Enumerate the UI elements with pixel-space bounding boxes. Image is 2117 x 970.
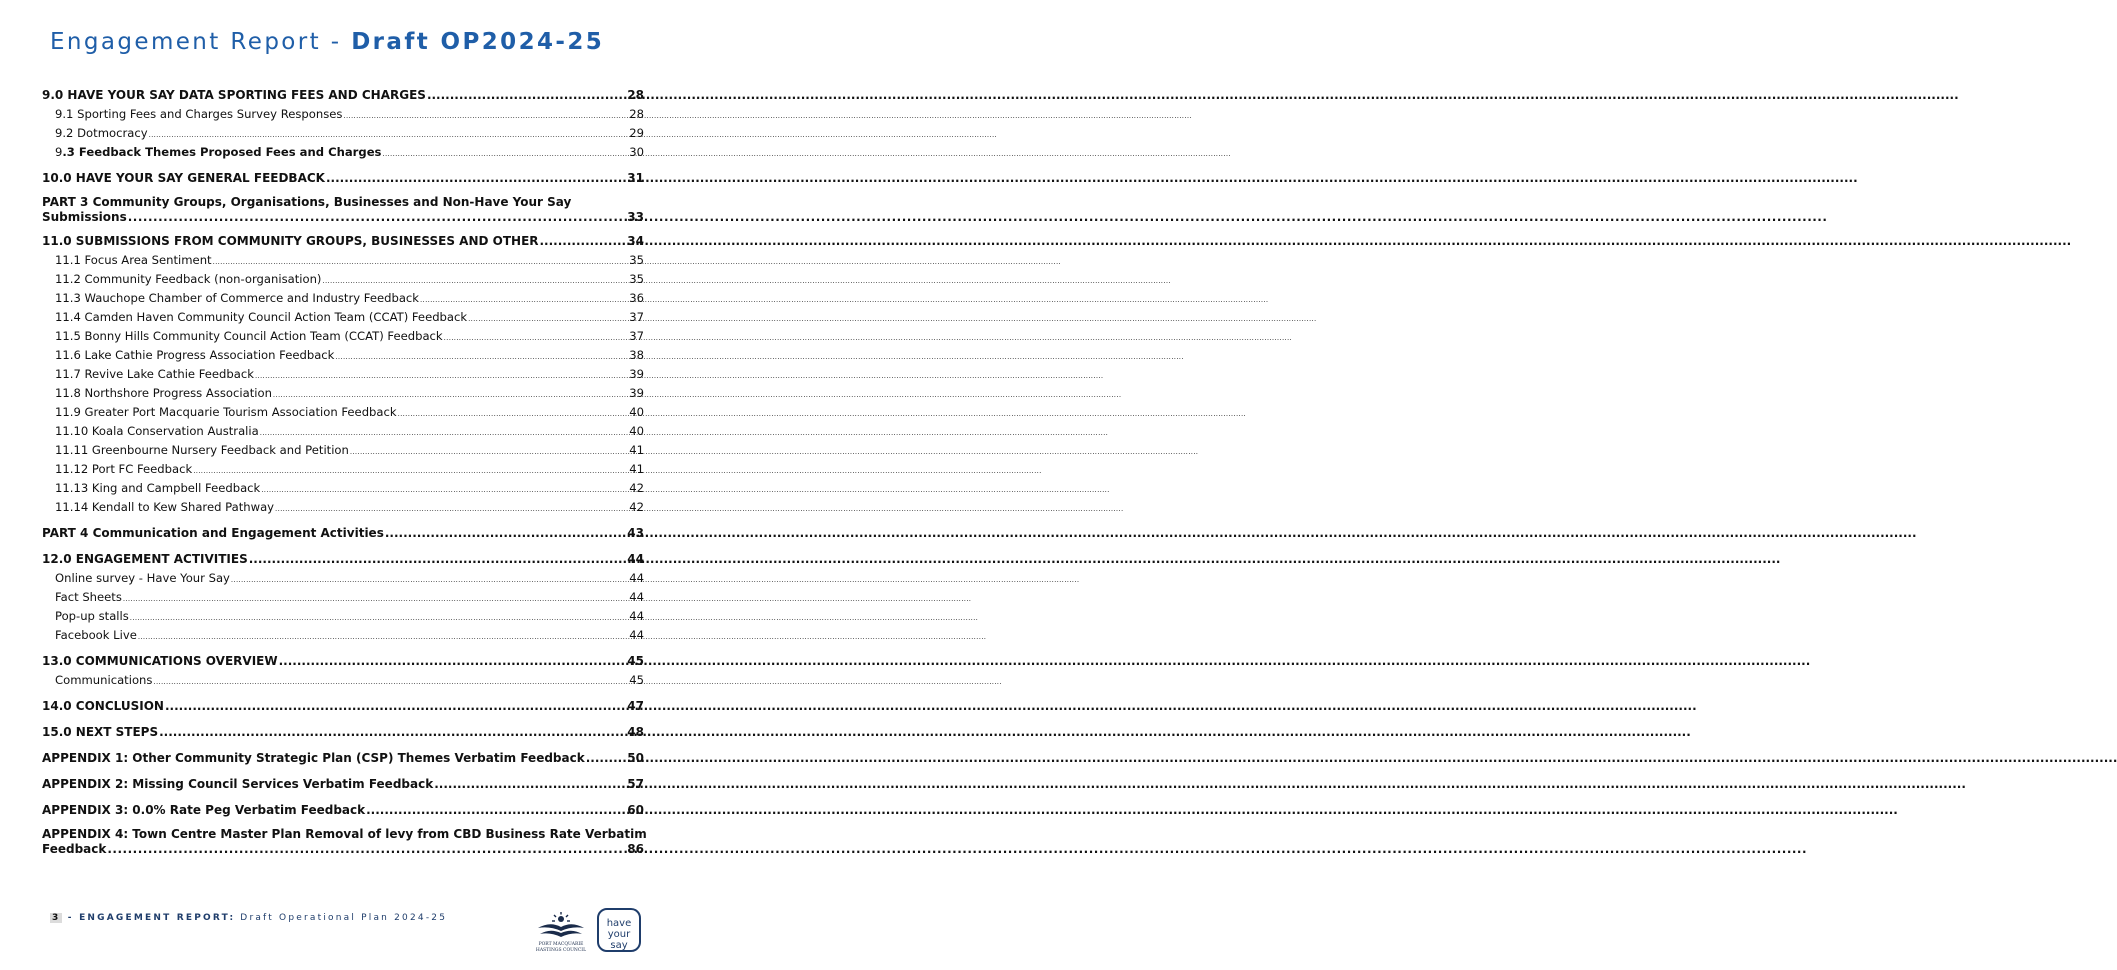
toc-text: Communications (55, 673, 153, 687)
toc-page: 41 (629, 462, 644, 476)
leader-dots (279, 652, 627, 671)
leader-dots (138, 626, 628, 647)
leader-dots (149, 124, 629, 145)
toc-page: 43 (627, 526, 644, 540)
toc-section-11-item-12[interactable] (42, 460, 644, 479)
leader-dots (322, 270, 628, 291)
spacer (42, 794, 644, 801)
toc-page: 44 (627, 552, 644, 566)
toc-text: 12.0 ENGAGEMENT ACTIVITIES (42, 552, 248, 566)
toc-page: 57 (627, 777, 644, 791)
toc-line2 (42, 210, 644, 225)
leader-dots (382, 143, 628, 164)
leader-dots (385, 524, 626, 543)
toc-page: 44 (629, 609, 644, 623)
toc-text: 15.0 NEXT STEPS (42, 725, 159, 739)
footer-subtitle: Draft Operational Plan 2024-25 (235, 913, 448, 923)
leader-dots (261, 479, 628, 500)
toc-section-13[interactable] (42, 652, 644, 671)
toc-page: 45 (627, 654, 644, 668)
toc-section-9[interactable] (42, 86, 644, 105)
toc-text: 9.0 HAVE YOUR SAY DATA SPORTING FEES AND CHARGES (42, 88, 426, 102)
toc-text-line2: Submissions (42, 210, 127, 224)
leader-dots (130, 607, 628, 628)
toc-page: 34 (627, 234, 644, 248)
toc-page: 36 (629, 291, 644, 305)
toc-page: 50 (627, 751, 644, 765)
toc-page: 40 (629, 405, 644, 419)
toc-section-12-list (42, 569, 644, 645)
toc-page: 35 (629, 272, 644, 286)
spacer (42, 820, 644, 827)
toc-section-11[interactable] (42, 232, 644, 251)
toc-page: 41 (629, 443, 644, 457)
leader-dots (231, 569, 628, 590)
toc-page: 39 (629, 386, 644, 400)
toc-section-11-item-6[interactable] (42, 346, 644, 365)
toc-page: 28 (627, 88, 644, 102)
toc-text: 11.2 Community Feedback (non-organisation) (55, 272, 322, 286)
toc-section-9-3[interactable] (42, 143, 644, 162)
toc-text: Fact Sheets (55, 590, 122, 604)
toc-text: 11.6 Lake Cathie Progress Association Feedback (55, 348, 335, 362)
toc-section-12-item-3[interactable] (42, 607, 644, 626)
leader-dots (275, 498, 628, 519)
toc-section-12-item-2[interactable] (42, 588, 644, 607)
toc-text: 11.9 Greater Port Macquarie Tourism Association Feedback (55, 405, 397, 419)
toc-page: 33 (627, 210, 644, 224)
leader-dots (153, 671, 628, 692)
toc-appendix-1[interactable] (42, 749, 644, 768)
toc-text: APPENDIX 2: Missing Council Services Verbatim Feedback (42, 777, 434, 791)
spacer (42, 768, 644, 775)
leader-dots (213, 251, 629, 272)
toc-section-11-item-9[interactable] (42, 403, 644, 422)
footer-label: - ENGAGEMENT REPORT: (62, 913, 236, 923)
spacer (42, 225, 644, 232)
footer-page-number: 3 (52, 913, 61, 923)
leader-dots (366, 801, 626, 820)
toc-text-line1: APPENDIX 4: Town Centre Master Plan Removal of levy from CBD Business Rate Verbatim (42, 827, 647, 841)
leader-dots (165, 697, 626, 716)
leader-dots (249, 550, 627, 569)
toc-page: 37 (629, 329, 644, 343)
leader-dots (444, 327, 629, 348)
toc-text: 11.1 Focus Area Sentiment (55, 253, 212, 267)
toc-appendix-2[interactable] (42, 775, 644, 794)
toc-section-11-list (42, 251, 644, 517)
toc-text: APPENDIX 3: 0.0% Rate Peg Verbatim Feedback (42, 803, 366, 817)
leader-dots (159, 723, 626, 742)
toc-text: 11.14 Kendall to Kew Shared Pathway (55, 500, 275, 514)
toc-text: 11.7 Revive Lake Cathie Feedback (55, 367, 254, 381)
leader-dots (260, 422, 629, 443)
toc-page: 48 (627, 725, 644, 739)
toc-text: APPENDIX 1: Other Community Strategic Plan (CSP) Themes Verbatim Feedback (42, 751, 585, 765)
toc-text: 10.0 HAVE YOUR SAY GENERAL FEEDBACK (42, 171, 325, 185)
toc-section-11-item-4[interactable] (42, 308, 644, 327)
toc-page: 42 (629, 481, 644, 495)
toc-section-11-item-10[interactable] (42, 422, 644, 441)
toc-page: 29 (629, 126, 644, 140)
leader-dots (326, 169, 626, 188)
toc-page: 28 (629, 107, 644, 121)
title-bold: Draft OP2024-25 (351, 29, 605, 55)
leader-dots (586, 749, 627, 768)
council-logo-text (530, 942, 592, 954)
toc-section-11-item-1[interactable] (42, 251, 644, 270)
toc-page: 44 (629, 571, 644, 585)
toc-appendix-3[interactable] (42, 801, 644, 820)
toc-text (55, 143, 381, 162)
leader-dots (273, 384, 628, 405)
toc-page: 47 (627, 699, 644, 713)
toc-page: 30 (629, 145, 644, 159)
toc-text: 14.0 CONCLUSION (42, 699, 164, 713)
hys-text-1: have (606, 918, 632, 929)
toc-page: 38 (629, 348, 644, 362)
toc-part-4[interactable] (42, 524, 644, 543)
toc-page: 44 (629, 590, 644, 604)
toc-section-15[interactable] (42, 723, 644, 742)
toc-section-13-1[interactable] (42, 671, 644, 690)
spacer (42, 543, 644, 550)
toc-prefix: 9 (55, 145, 63, 159)
toc-section-12-item-1[interactable] (42, 569, 644, 588)
council-logo-icon (530, 910, 592, 942)
toc-text: Facebook Live (55, 628, 137, 642)
toc-section-10[interactable] (42, 169, 644, 188)
spacer (42, 742, 644, 749)
toc-page: 86 (627, 842, 644, 856)
leader-dots (350, 441, 628, 462)
leader-dots (540, 232, 627, 251)
leader-dots (107, 842, 626, 857)
toc-section-11-item-3[interactable] (42, 289, 644, 308)
toc-section-11-item-11[interactable] (42, 441, 644, 460)
toc-text: 11.13 King and Campbell Feedback (55, 481, 261, 495)
toc-section-11-item-5[interactable] (42, 327, 644, 346)
toc-section-11-item-8[interactable] (42, 384, 644, 403)
page-footer (50, 913, 447, 923)
toc-text-line1: PART 3 Community Groups, Organisations, Businesses and Non-Have Your Say (42, 195, 572, 209)
toc-page: 42 (629, 500, 644, 514)
toc-section-9-2[interactable] (42, 124, 644, 143)
toc-page: 45 (629, 673, 644, 687)
toc-text: 9.1 Sporting Fees and Charges Survey Responses (55, 107, 343, 121)
toc-page: 35 (629, 253, 644, 267)
toc-page: 31 (627, 171, 644, 185)
leader-dots (335, 346, 628, 367)
toc-part-3[interactable] (42, 195, 644, 225)
toc-text: 11.12 Port FC Feedback (55, 462, 193, 476)
council-text-1: PORT MACQUARIE (538, 942, 584, 947)
toc-text: 11.0 SUBMISSIONS FROM COMMUNITY GROUPS, BUSINESSES AND OTHER (42, 234, 539, 248)
toc-appendix-4[interactable] (42, 827, 647, 857)
toc-text: 11.4 Camden Haven Community Council Action Team (CCAT) Feedback (55, 310, 468, 324)
toc-line2 (42, 842, 644, 857)
leader-dots (343, 105, 628, 126)
toc-text: 11.11 Greenbourne Nursery Feedback and Petition (55, 443, 349, 457)
spacer (42, 188, 644, 195)
toc-section-9-1[interactable] (42, 105, 644, 124)
toc-section-11-item-2[interactable] (42, 270, 644, 289)
leader-dots (427, 86, 626, 105)
toc-section-11-item-7[interactable] (42, 365, 644, 384)
toc-text: Pop-up stalls (55, 609, 129, 623)
leader-dots (468, 308, 628, 329)
toc-text-line2: Feedback (42, 842, 107, 856)
leader-dots (398, 403, 629, 424)
leader-dots (255, 365, 628, 386)
toc-page: 44 (629, 628, 644, 642)
hys-text-2: your say (607, 929, 631, 951)
toc-page: 40 (629, 424, 644, 438)
toc-text: Online survey - Have Your Say (55, 571, 230, 585)
toc-text: 11.10 Koala Conservation Australia (55, 424, 259, 438)
have-your-say-logo (597, 908, 641, 952)
toc-text: 11.3 Wauchope Chamber of Commerce and Industry Feedback (55, 291, 420, 305)
leader-dots (193, 460, 628, 481)
toc-text: 11.8 Northshore Progress Association (55, 386, 272, 400)
toc-text-bold: .3 Feedback Themes Proposed Fees and Charges (62, 145, 382, 159)
leader-dots (420, 289, 628, 310)
leader-dots (434, 775, 626, 794)
toc-section-11-item-13[interactable] (42, 479, 644, 498)
toc-section-11-item-14[interactable] (42, 498, 644, 517)
toc-section-12[interactable] (42, 550, 644, 569)
leader-dots (128, 210, 627, 225)
table-of-contents (42, 86, 647, 857)
spacer (42, 716, 644, 723)
toc-section-14[interactable] (42, 697, 644, 716)
toc-text: 11.5 Bonny Hills Community Council Action Team (CCAT) Feedback (55, 329, 443, 343)
toc-page: 37 (629, 310, 644, 324)
toc-page: 60 (627, 803, 644, 817)
toc-text: 9.2 Dotmocracy (55, 126, 148, 140)
page-title (50, 29, 604, 55)
leader-dots (123, 588, 628, 609)
toc-text: 13.0 COMMUNICATIONS OVERVIEW (42, 654, 278, 668)
toc-section-12-item-4[interactable] (42, 626, 644, 645)
toc-text: PART 4 Communication and Engagement Activities (42, 526, 384, 540)
council-logo (530, 910, 592, 958)
toc-page: 39 (629, 367, 644, 381)
council-text-2: HASTINGS COUNCIL (535, 948, 587, 953)
title-plain: Engagement Report - (50, 29, 352, 55)
